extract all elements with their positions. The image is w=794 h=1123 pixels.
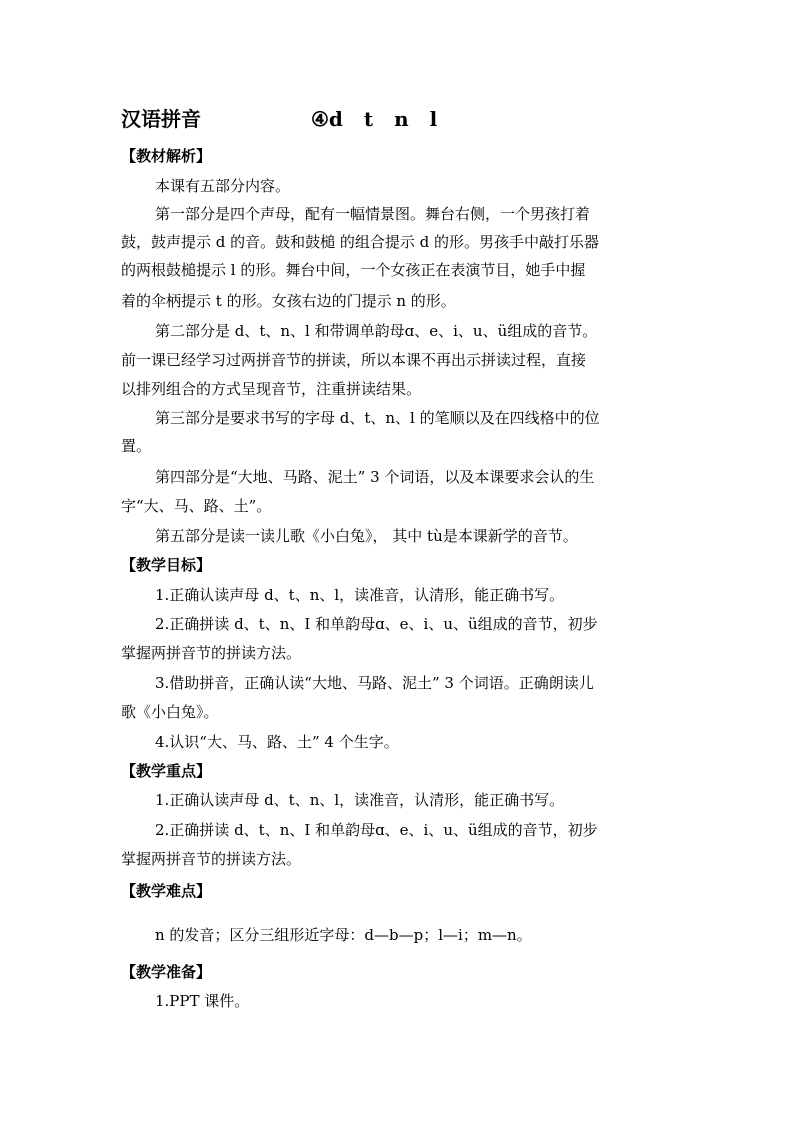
- paragraph-line: 4.认识“大、马、路、土” 4 个生字。: [155, 733, 399, 751]
- heading-key-points: 【教学重点】: [121, 762, 212, 780]
- document-title: [121, 104, 681, 134]
- heading-preparation: 【教学准备】: [121, 963, 212, 981]
- paragraph-line: 第三部分是要求书写的字母 d、t、n、l 的笔顺以及在四线格中的位: [155, 409, 600, 427]
- paragraph-line: 第一部分是四个声母，配有一幅情景图。舞台右侧，一个男孩打着: [155, 205, 591, 223]
- title-subject: 汉语拼音: [121, 107, 201, 131]
- paragraph-line: 本课有五部分内容。: [155, 177, 291, 195]
- paragraph-line: 字“大、马、路、土”。: [121, 497, 272, 515]
- heading-goals: 【教学目标】: [121, 556, 212, 574]
- paragraph-line: 第五部分是读一读儿歌《小白兔》， 其中 tù是本课新学的音节。: [155, 527, 578, 545]
- title-lesson: ④d t n l: [311, 107, 438, 131]
- paragraph-line: 第四部分是“大地、马路、泥土” 3 个词语，以及本课要求会认的生: [155, 468, 595, 486]
- paragraph-line: 着的伞柄提示 t 的形。女孩右边的门提示 n 的形。: [121, 292, 456, 310]
- paragraph-line: 置。: [121, 437, 152, 455]
- paragraph-line: 3.借助拼音，正确认读“大地、马路、泥土” 3 个词语。正确朗读儿: [155, 674, 594, 692]
- paragraph-line: 以排列组合的方式呈现音节，注重拼读结果。: [121, 380, 422, 398]
- paragraph-line: 1.PPT 课件。: [155, 992, 250, 1010]
- paragraph-line: 1.正确认读声母 d、t、n、l，读准音，认清形，能正确书写。: [155, 586, 565, 604]
- paragraph-line: 2.正确拼读 d、t、n、I 和单韵母ɑ、e、i、u、ü组成的音节，初步: [155, 615, 598, 633]
- paragraph-line: n 的发音；区分三组形近字母：d—b—p；l—i；m—n。: [155, 926, 532, 944]
- paragraph-line: 掌握两拼音节的拼读方法。: [121, 850, 302, 868]
- heading-difficulties: 【教学难点】: [121, 882, 212, 900]
- paragraph-line: 的两根鼓槌提示 l 的形。舞台中间，一个女孩正在表演节目，她手中握: [121, 261, 586, 279]
- heading-analysis: 【教材解析】: [121, 147, 212, 165]
- paragraph-line: 2.正确拼读 d、t、n、I 和单韵母ɑ、e、i、u、ü组成的音节，初步: [155, 821, 598, 839]
- paragraph-line: 前一课已经学习过两拼音节的拼读，所以本课不再出示拼读过程，直接: [121, 351, 587, 369]
- paragraph-line: 歌《小白兔》。: [121, 703, 219, 721]
- paragraph-line: 掌握两拼音节的拼读方法。: [121, 644, 302, 662]
- paragraph-line: 1.正确认读声母 d、t、n、l，读准音，认清形，能正确书写。: [155, 791, 565, 809]
- paragraph-line: 第二部分是 d、t、n、l 和带调单韵母ɑ、e、i、u、ü组成的音节。: [155, 322, 598, 340]
- paragraph-line: 鼓，鼓声提示 d 的音。鼓和鼓槌 的组合提示 d 的形。男孩手中敲打乐器: [121, 233, 600, 251]
